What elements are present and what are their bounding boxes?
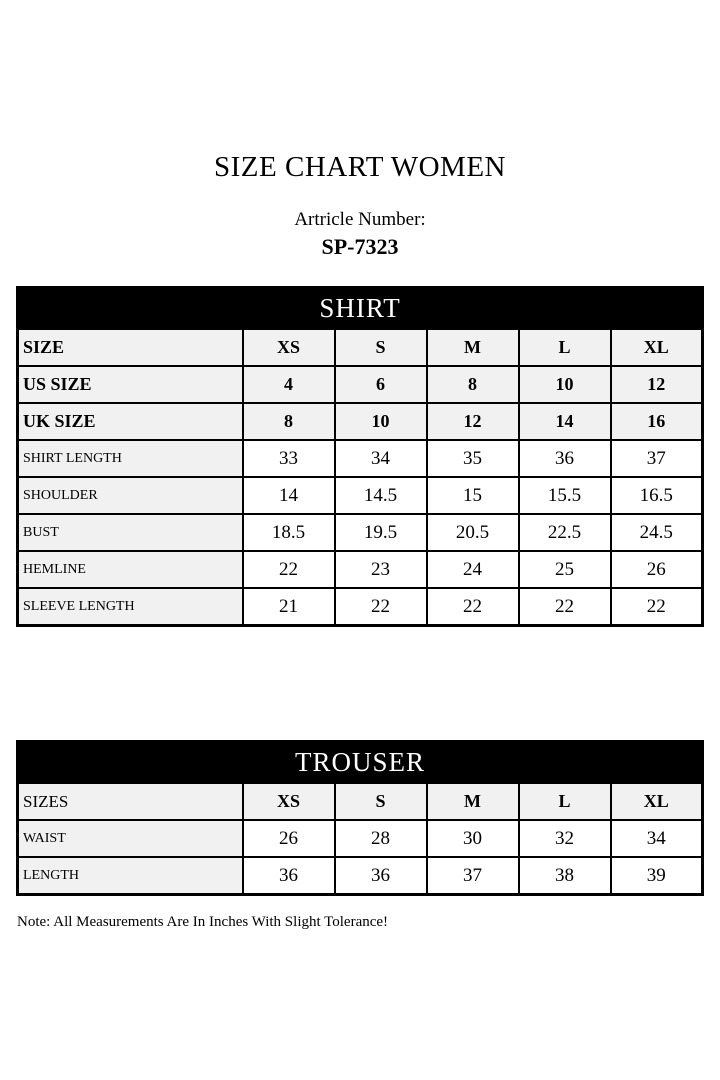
- row-label-uk-size: UK SIZE: [18, 403, 243, 440]
- size-cell: M: [427, 329, 519, 367]
- value-cell: 12: [611, 366, 703, 403]
- shirt-uk-size-row: [18, 403, 703, 440]
- value-cell: 22: [335, 588, 427, 626]
- value-cell: 37: [427, 857, 519, 895]
- hemline-row: [18, 551, 703, 588]
- row-label-sleeve-length: SLEEVE LENGTH: [18, 588, 243, 626]
- value-cell: 18.5: [243, 514, 335, 551]
- shirt-size-table: [16, 286, 704, 627]
- size-cell: L: [519, 329, 611, 367]
- shirt-us-size-row: [18, 366, 703, 403]
- value-cell: 22: [611, 588, 703, 626]
- bust-row: [18, 514, 703, 551]
- value-cell: 14: [243, 477, 335, 514]
- row-label-shirt-length: SHIRT LENGTH: [18, 440, 243, 477]
- value-cell: 24: [427, 551, 519, 588]
- value-cell: 22: [519, 588, 611, 626]
- value-cell: 8: [243, 403, 335, 440]
- value-cell: 38: [519, 857, 611, 895]
- value-cell: 34: [611, 820, 703, 857]
- value-cell: 19.5: [335, 514, 427, 551]
- shirt-length-row: [18, 440, 703, 477]
- article-number-label: Artricle Number:: [294, 209, 426, 230]
- value-cell: 36: [243, 857, 335, 895]
- size-cell: XS: [243, 783, 335, 821]
- value-cell: 16.5: [611, 477, 703, 514]
- value-cell: 10: [519, 366, 611, 403]
- value-cell: 35: [427, 440, 519, 477]
- value-cell: 36: [519, 440, 611, 477]
- value-cell: 25: [519, 551, 611, 588]
- value-cell: 21: [243, 588, 335, 626]
- value-cell: 22.5: [519, 514, 611, 551]
- value-cell: 34: [335, 440, 427, 477]
- value-cell: 24.5: [611, 514, 703, 551]
- size-cell: XS: [243, 329, 335, 367]
- row-label-bust: BUST: [18, 514, 243, 551]
- length-row: [18, 857, 703, 895]
- value-cell: 20.5: [427, 514, 519, 551]
- row-label-length: LENGTH: [18, 857, 243, 895]
- article-number-value: SP-7323: [321, 234, 399, 259]
- value-cell: 14.5: [335, 477, 427, 514]
- shirt-table-title: SHIRT: [18, 288, 703, 329]
- trouser-table-header-row: [18, 742, 703, 783]
- value-cell: 32: [519, 820, 611, 857]
- row-label-size: SIZE: [18, 329, 243, 367]
- value-cell: 16: [611, 403, 703, 440]
- value-cell: 15: [427, 477, 519, 514]
- measurements-note: Note: All Measurements Are In Inches With Slight Tolerance!: [17, 914, 389, 930]
- value-cell: 30: [427, 820, 519, 857]
- value-cell: 6: [335, 366, 427, 403]
- value-cell: 12: [427, 403, 519, 440]
- size-cell: XL: [611, 329, 703, 367]
- value-cell: 4: [243, 366, 335, 403]
- value-cell: 37: [611, 440, 703, 477]
- value-cell: 26: [611, 551, 703, 588]
- value-cell: 22: [243, 551, 335, 588]
- value-cell: 10: [335, 403, 427, 440]
- row-label-shoulder: SHOULDER: [18, 477, 243, 514]
- value-cell: 22: [427, 588, 519, 626]
- waist-row: [18, 820, 703, 857]
- row-label-hemline: HEMLINE: [18, 551, 243, 588]
- trouser-sizes-row: [18, 783, 703, 821]
- size-cell: S: [335, 329, 427, 367]
- size-cell: L: [519, 783, 611, 821]
- value-cell: 33: [243, 440, 335, 477]
- sleeve-length-row: [18, 588, 703, 626]
- trouser-table-title: TROUSER: [18, 742, 703, 783]
- value-cell: 15.5: [519, 477, 611, 514]
- row-label-us-size: US SIZE: [18, 366, 243, 403]
- size-cell: M: [427, 783, 519, 821]
- value-cell: 39: [611, 857, 703, 895]
- shirt-size-row: [18, 329, 703, 367]
- size-cell: S: [335, 783, 427, 821]
- trouser-size-table: [16, 740, 704, 896]
- row-label-sizes: SIZES: [18, 783, 243, 821]
- value-cell: 26: [243, 820, 335, 857]
- shoulder-row: [18, 477, 703, 514]
- value-cell: 14: [519, 403, 611, 440]
- page-title: SIZE CHART WOMEN: [214, 151, 506, 183]
- value-cell: 8: [427, 366, 519, 403]
- value-cell: 28: [335, 820, 427, 857]
- size-cell: XL: [611, 783, 703, 821]
- value-cell: 36: [335, 857, 427, 895]
- value-cell: 23: [335, 551, 427, 588]
- row-label-waist: WAIST: [18, 820, 243, 857]
- shirt-table-header-row: [18, 288, 703, 329]
